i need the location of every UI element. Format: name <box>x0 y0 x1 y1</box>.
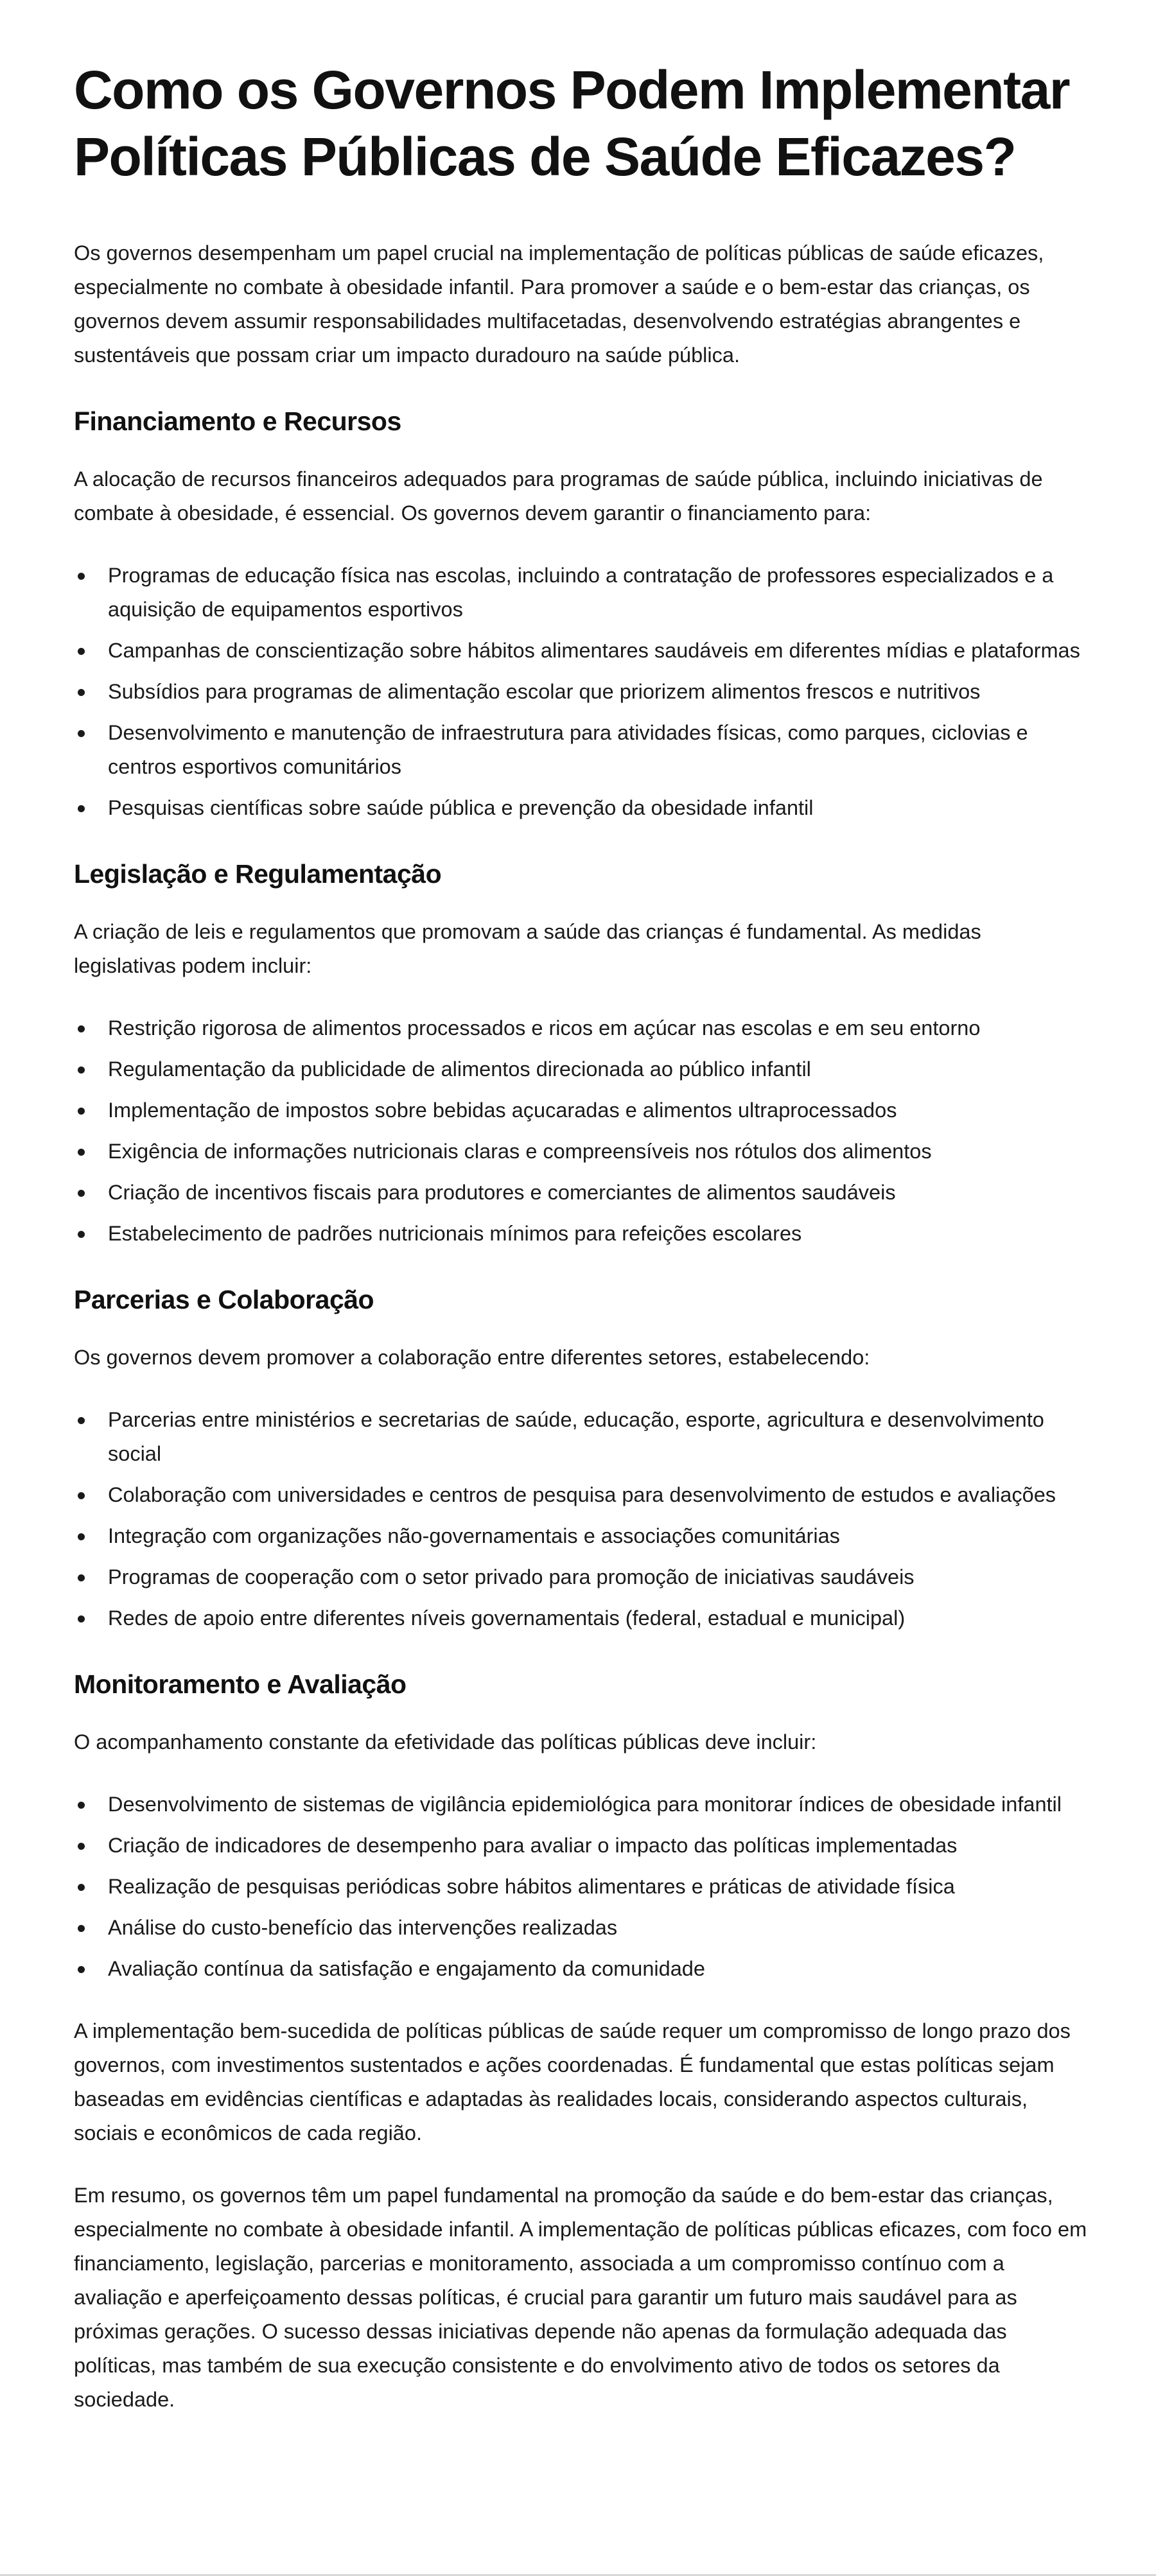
list-item-text: Desenvolvimento de sistemas de vigilância epidemiológica para monitorar índices de obesidade infantil <box>108 1793 1062 1816</box>
section-heading: Monitoramento e Avaliação <box>74 1669 407 1699</box>
bullet-icon <box>78 1925 85 1932</box>
list-item <box>74 675 1089 709</box>
list-item <box>74 1217 1089 1251</box>
article <box>74 57 1089 2445</box>
section-lead: O acompanhamento constante da efetividade das políticas públicas deve incluir: <box>74 1730 817 1754</box>
section-financiamento <box>74 403 1089 825</box>
list-item-text: Pesquisas científicas sobre saúde pública e prevenção da obesidade infantil <box>108 796 814 819</box>
section-parcerias <box>74 1282 1089 1635</box>
bullet-icon <box>78 1533 85 1540</box>
list-item-text: Avaliação contínua da satisfação e engajamento da comunidade <box>108 1957 705 1980</box>
list-item <box>74 1519 1089 1553</box>
bullet-icon <box>78 648 85 655</box>
list-item-text: Implementação de impostos sobre bebidas açucaradas e alimentos ultraprocessados <box>108 1099 897 1122</box>
bullet-icon <box>78 1231 85 1238</box>
list-item <box>74 1829 1089 1863</box>
list-item <box>74 1135 1089 1169</box>
list-item <box>74 1560 1089 1594</box>
list-item-text: Realização de pesquisas periódicas sobre hábitos alimentares e práticas de atividade física <box>108 1875 955 1898</box>
list-item <box>74 559 1089 627</box>
list-item-text: Estabelecimento de padrões nutricionais mínimos para refeições escolares <box>108 1222 802 1245</box>
bullet-icon <box>78 1025 85 1032</box>
section-lead: Os governos devem promover a colaboração entre diferentes setores, estabelecendo: <box>74 1346 870 1369</box>
list-item <box>74 1788 1089 1822</box>
list-item <box>74 1911 1089 1945</box>
section-heading: Parcerias e Colaboração <box>74 1285 374 1314</box>
bullet-icon <box>78 1066 85 1074</box>
list-item-text: Restrição rigorosa de alimentos processados e ricos em açúcar nas escolas e em seu entorno <box>108 1016 981 1040</box>
list-item-text: Integração com organizações não-governamentais e associações comunitárias <box>108 1524 840 1547</box>
bullet-icon <box>78 1966 85 1973</box>
list-item-text: Criação de incentivos fiscais para produtores e comerciantes de alimentos saudáveis <box>108 1181 896 1204</box>
bullet-icon <box>78 1802 85 1809</box>
list-item-text: Subsídios para programas de alimentação escolar que priorizem alimentos frescos e nutritivos <box>108 680 981 703</box>
summary-paragraph: Em resumo, os governos têm um papel fundamental na promoção da saúde e do bem-estar das crianças, especialmente no combate à obesidade infantil. A implementação de políticas públicas eficazes, com foco em financiamento, legislação, parcerias e monitoramento, associada a um compromisso contínuo com a avaliação e aperfeiçoamento dessas políticas, é crucial para garantir um futuro mais saudável para as próximas gerações. O sucesso dessas iniciativas depende não apenas da formulação adequada das políticas, mas também de sua execução consistente e do envolvimento ativo de todos os setores da sociedade. <box>74 2184 1087 2411</box>
bullet-icon <box>78 730 85 737</box>
section-lead: A alocação de recursos financeiros adequados para programas de saúde pública, incluindo iniciativas de combate à obesidade, é essencial. Os governos devem garantir o financiamento para: <box>74 467 1043 525</box>
list-item-text: Desenvolvimento e manutenção de infraestrutura para atividades físicas, como parques, ciclovias e centros esportivos comunitários <box>108 721 1028 778</box>
section-legislacao <box>74 856 1089 1251</box>
list-item <box>74 1870 1089 1904</box>
bullet-icon <box>78 805 85 812</box>
page-title: Como os Governos Podem Implementar Políticas Públicas de Saúde Eficazes? <box>74 60 1070 187</box>
bullet-icon <box>78 1149 85 1156</box>
section-heading: Financiamento e Recursos <box>74 406 401 436</box>
list-item-text: Campanhas de conscientização sobre hábitos alimentares saudáveis em diferentes mídias e plataformas <box>108 639 1080 662</box>
list-item <box>74 1093 1089 1127</box>
bullet-icon <box>78 1574 85 1581</box>
list-item <box>74 1952 1089 1986</box>
bullet-icon <box>78 1190 85 1197</box>
bullet-icon <box>78 1108 85 1115</box>
list-item-text: Colaboração com universidades e centros de pesquisa para desenvolvimento de estudos e avaliações <box>108 1483 1056 1506</box>
section-monitoramento <box>74 1666 1089 1986</box>
bullet-list <box>74 1788 1089 1986</box>
bullet-icon <box>78 1417 85 1424</box>
list-item-text: Exigência de informações nutricionais claras e compreensíveis nos rótulos dos alimentos <box>108 1140 932 1163</box>
intro-paragraph: Os governos desempenham um papel crucial na implementação de políticas públicas de saúde eficazes, especialmente no combate à obesidade infantil. Para promover a saúde e o bem-estar das crianças, os governos devem assumir responsabilidades multifacetadas, desenvolvendo estratégias abrangentes e sustentáveis que possam criar um impacto duradouro na saúde pública. <box>74 241 1044 367</box>
list-item <box>74 1478 1089 1512</box>
bullet-icon <box>78 573 85 580</box>
bullet-list <box>74 559 1089 825</box>
bullet-icon <box>78 1884 85 1891</box>
list-item <box>74 1601 1089 1635</box>
bullet-icon <box>78 1492 85 1499</box>
section-lead: A criação de leis e regulamentos que promovam a saúde das crianças é fundamental. As medidas legislativas podem incluir: <box>74 920 981 977</box>
closing-paragraph: A implementação bem-sucedida de políticas públicas de saúde requer um compromisso de longo prazo dos governos, com investimentos sustentados e ações coordenadas. É fundamental que estas políticas sejam baseadas em evidências científicas e adaptadas às realidades locais, considerando aspectos culturais, sociais e econômicos de cada região. <box>74 2019 1071 2145</box>
list-item <box>74 791 1089 825</box>
list-item-text: Regulamentação da publicidade de alimentos direcionada ao público infantil <box>108 1057 811 1081</box>
bullet-list <box>74 1011 1089 1251</box>
list-item-text: Parcerias entre ministérios e secretarias de saúde, educação, esporte, agricultura e desenvolvimento social <box>108 1408 1044 1465</box>
list-item <box>74 1011 1089 1045</box>
list-item <box>74 1176 1089 1210</box>
list-item <box>74 1403 1089 1471</box>
list-item <box>74 716 1089 784</box>
list-item-text: Criação de indicadores de desempenho para avaliar o impacto das políticas implementadas <box>108 1834 958 1857</box>
list-item-text: Programas de educação física nas escolas, incluindo a contratação de professores especializados e a aquisição de equipamentos esportivos <box>108 564 1054 621</box>
section-heading: Legislação e Regulamentação <box>74 859 442 889</box>
bullet-icon <box>78 1843 85 1850</box>
list-item <box>74 1052 1089 1086</box>
bullet-icon <box>78 689 85 696</box>
list-item-text: Redes de apoio entre diferentes níveis governamentais (federal, estadual e municipal) <box>108 1606 906 1630</box>
bullet-list <box>74 1403 1089 1635</box>
list-item-text: Programas de cooperação com o setor privado para promoção de iniciativas saudáveis <box>108 1565 915 1588</box>
list-item-text: Análise do custo-benefício das intervenções realizadas <box>108 1916 618 1939</box>
list-item <box>74 634 1089 668</box>
bullet-icon <box>78 1615 85 1623</box>
